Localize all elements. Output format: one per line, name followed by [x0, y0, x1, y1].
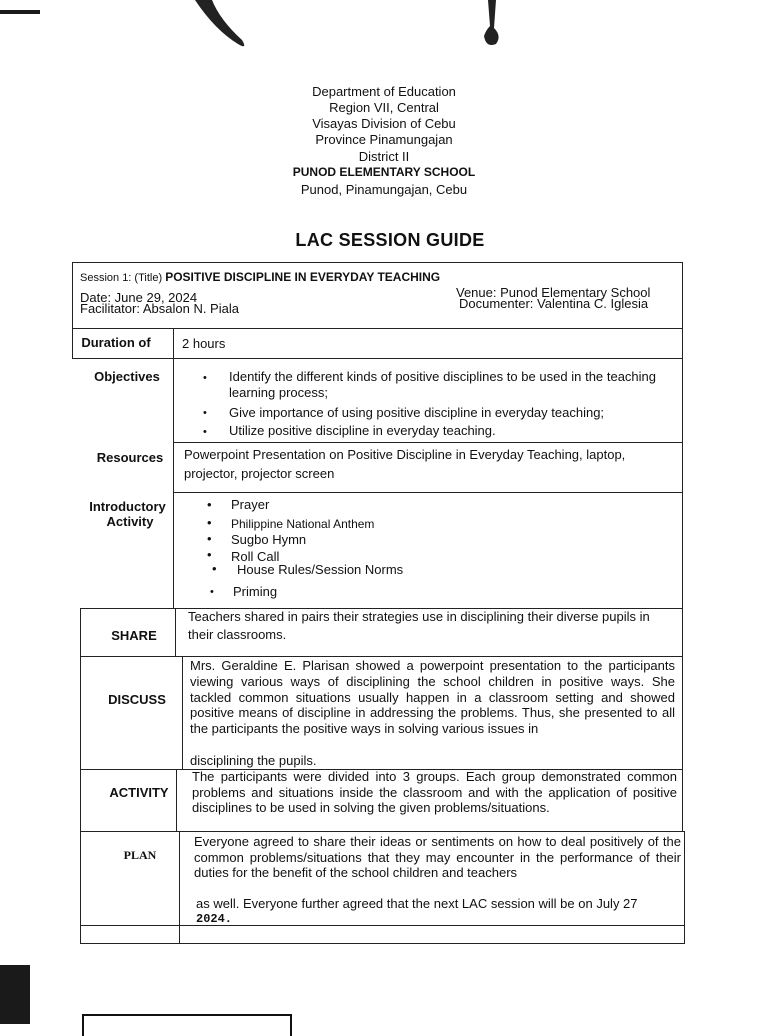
discuss-divider [182, 656, 183, 770]
duration-label: Duration of [81, 336, 151, 350]
intro-item: Sugbo Hymn [231, 532, 307, 547]
share-label: SHARE [111, 628, 157, 643]
row-divider-objectives [173, 442, 682, 443]
resources-label: Resources [96, 450, 164, 465]
resources-text: Powerpoint Presentation on Positive Discipline in Everyday Teaching, laptop, projector, projector screen [184, 447, 626, 481]
header-address: Punod, Pinamungajan, Cebu [300, 182, 468, 197]
session-name: POSITIVE DISCIPLINE IN EVERYDAY TEACHING [165, 270, 441, 284]
intro-item: House Rules/Session Norms [237, 562, 404, 577]
plan-year: 2024. [196, 912, 233, 926]
table-right-border-top [682, 359, 683, 609]
plan-inner-line [80, 925, 685, 926]
introductory-label-1: Introductory [89, 499, 166, 514]
activity-label: ACTIVITY [109, 785, 169, 800]
session-prefix: Session 1: (Title) [80, 272, 163, 284]
intro-item: Philippine National Anthem [231, 517, 375, 531]
bullet-dot-icon: • [212, 561, 217, 576]
scan-artifact-left-bar [0, 965, 30, 1024]
discuss-label: DISCUSS [108, 692, 166, 707]
header-department: Department of Education [312, 84, 456, 99]
session-facilitator: Facilitator: Absalon N. Piala [80, 301, 239, 316]
header-province: Province Pinamungajan [315, 132, 453, 147]
objective-item: Identify the different kinds of positive disciplines to be used in the teaching learning process; [229, 369, 656, 400]
plan-text-line2: as well. Everyone further agreed that the next LAC session will be on July 27 [196, 896, 638, 911]
row-divider-resources [173, 492, 682, 493]
session-venue: Venue: Punod Elementary School [456, 285, 651, 300]
activity-divider [176, 769, 177, 832]
header-region: Region VII, Central [329, 100, 439, 115]
share-text: Teachers shared in pairs their strategies use in disciplining their diverse pupils in their classrooms. [188, 609, 650, 642]
binder-clip-right-icon [478, 0, 508, 52]
session-title-row [80, 269, 680, 286]
discuss-text-tail: disciplining the pupils. [190, 753, 317, 768]
bullet-dot-icon: • [207, 515, 212, 530]
scan-artifact-bottom-box [82, 1014, 292, 1036]
objective-item: Give importance of using positive discipline in everyday teaching; [229, 405, 605, 420]
objective-item: Utilize positive discipline in everyday teaching. [229, 423, 496, 438]
session-date: Date: June 29, 2024 [80, 290, 198, 305]
intro-item: Priming [233, 584, 278, 599]
intro-item: Roll Call [231, 549, 280, 564]
objectives-label: Objectives [94, 369, 160, 384]
intro-item: Prayer [231, 497, 270, 512]
header-district: District II [358, 149, 410, 164]
bullet-dot-icon: • [203, 372, 207, 384]
session-documenter: Documenter: Valentina C. Iglesia [459, 296, 649, 311]
header-division: Visayas Division of Cebu [312, 116, 456, 131]
bullet-dot-icon: • [210, 586, 214, 598]
duration-divider [173, 328, 174, 359]
discuss-text: Mrs. Geraldine E. Plarisan showed a powerpoint presentation to the participants viewing various ways of disciplining the school children in positive ways. She tackled common situations usually happen in a classroom setting and showed positive means of discipline in addressing the problems. Thus, she presented to all the participants the positive ways in solving various issues in [190, 658, 675, 737]
bullet-dot-icon: • [203, 407, 207, 419]
binder-clip-left-icon [190, 0, 260, 52]
duration-row [72, 328, 683, 359]
page-title: LAC SESSION GUIDE [295, 230, 485, 250]
table-left-col-border-top [173, 359, 174, 609]
plan-text: Everyone agreed to share their ideas or sentiments on how to deal positively of the common problems/situations that they may encounter in the performance of their duties for the benefit of the school children and teachers [194, 834, 681, 880]
bullet-dot-icon: • [203, 426, 207, 438]
duration-value: 2 hours [182, 336, 226, 351]
plan-label: PLAN [123, 848, 157, 862]
bullet-dot-icon: • [207, 497, 212, 512]
header-school: PUNOD ELEMENTARY SCHOOL [292, 165, 476, 179]
bullet-dot-icon: • [207, 547, 212, 562]
bullet-dot-icon: • [207, 531, 212, 546]
introductory-label-2: Activity [106, 514, 154, 529]
scan-artifact-top-left [0, 10, 40, 14]
activity-text: The participants were divided into 3 groups. Each group demonstrated common problems and situations inside the classroom and with the application of positive disciplines to be used in solving the given problems/situations. [192, 769, 677, 816]
